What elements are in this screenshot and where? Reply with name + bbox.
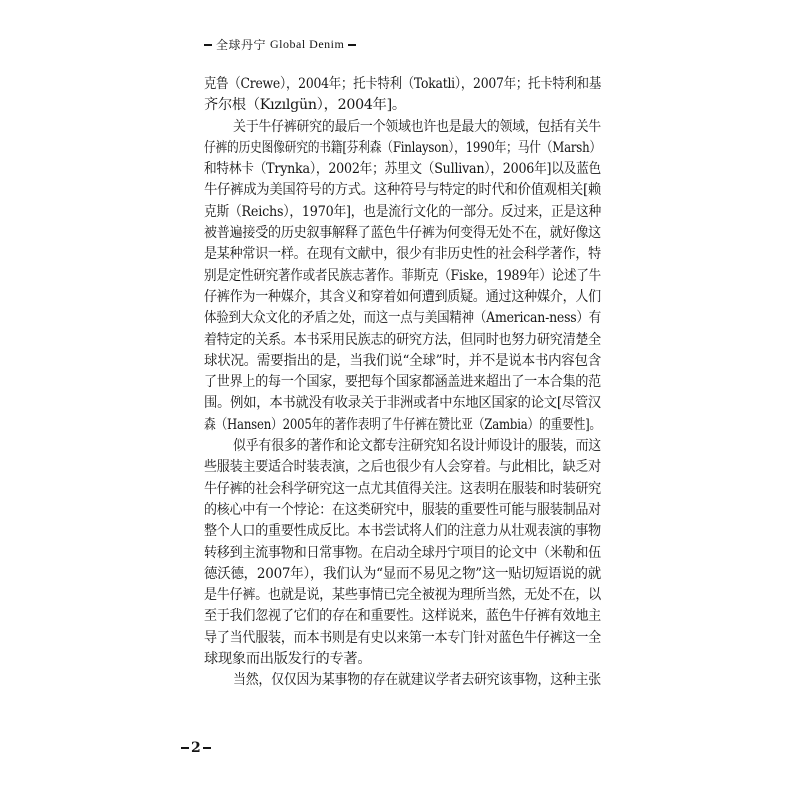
text-line: 导了当代服装，而本书则是有史以来第一本专门针对蓝色牛仔裤这一全 [204, 629, 601, 646]
header-dash [348, 44, 356, 46]
header-dash [204, 44, 212, 46]
text-line: 仔裤的历史图像研究的书籍[芬利森（Finlayson），1990年；马什（Marsh） [204, 139, 601, 156]
text-line: 着特定的关系。本书采用民族志的研究方法，但同时也努力研究清楚全 [204, 331, 601, 348]
header-title-chinese: 全球丹宁 [216, 38, 267, 52]
text-line: 牛仔裤的社会科学研究这一点尤其值得关注。这表明在服装和时装研究 [204, 480, 601, 497]
text-line: 克鲁（Crewe），2004年；托卡特利（Tokatli），2007年；托卡特利和基 [204, 76, 601, 92]
text-line: 似乎有很多的著作和论文都专注研究知名设计师设计的服装，而这 [233, 438, 601, 455]
text-line: 至于我们忽视了它们的存在和重要性。这样说来，蓝色牛仔裤有效地主 [204, 608, 601, 625]
text-line: 体验到大众文化的矛盾之处，而这一点与美国精神（American-ness）有 [204, 310, 602, 327]
running-header [204, 36, 356, 53]
text-line: 被普遍接受的历史叙事解释了蓝色牛仔裤为何变得无处不在，就好像这 [204, 225, 601, 242]
page-number [181, 740, 211, 756]
text-line: 齐尔根（Kızılgün），2004年]。 [204, 97, 406, 114]
folio-dash [181, 747, 189, 749]
text-line: 克斯（Reichs），1970年]，也是流行文化的一部分。反过来，正是这种 [204, 203, 602, 220]
text-line: 围。例如，本书就没有收录关于非洲或者中东地区国家的论文[尽管汉 [204, 395, 602, 412]
header-title-english: Global Denim [270, 37, 345, 51]
text-line: 德沃德，2007年），我们认为“显而不易见之物”这一贴切短语说的就 [204, 565, 601, 582]
text-line: 的核心中有一个悖论：在这类研究中，服装的重要性可能与服装制品对 [204, 501, 601, 518]
text-line: 转移到主流事物和日常事物。在启动全球丹宁项目的论文中（米勒和伍 [204, 544, 601, 561]
text-line: 是牛仔裤。也就是说，某些事情已完全被视为理所当然，无处不在，以 [204, 587, 601, 604]
folio-dash [203, 747, 211, 749]
text-line: 球现象而出版发行的专著。 [204, 651, 372, 668]
body-text [204, 74, 601, 692]
page-number-value: 2 [191, 740, 201, 756]
text-line: 当然，仅仅因为某事物的存在就建议学者去研究该事物，这种主张 [233, 672, 601, 689]
text-line: 仔裤作为一种媒介，其含义和穿着如何遭到质疑。通过这种媒介，人们 [204, 288, 601, 305]
text-line: 是某种常识一样。在现有文献中，很少有非历史性的社会科学著作，特 [204, 246, 601, 263]
text-line: 牛仔裤成为美国符号的方式。这种符号与特定的时代和价值观相关[赖 [204, 182, 602, 199]
text-line: 球状况。需要指出的是，当我们说“全球”时，并不是说本书内容包含 [204, 352, 602, 369]
text-line: 整个人口的重要性成反比。本书尝试将人们的注意力从壮观表演的事物 [204, 523, 601, 540]
text-line: 森（Hansen）2005年的著作表明了牛仔裤在赞比亚（Zambia）的重要性]。 [204, 416, 602, 433]
text-line: 些服装主要适合时装表演，之后也很少有人会穿着。与此相比，缺乏对 [204, 459, 601, 476]
text-line: 和特林卡（Trynka），2002年；苏里文（Sullivan），2006年]以及蓝色 [204, 161, 601, 178]
text-line: 别是定性研究著作或者民族志著作。菲斯克（Fiske，1989年）论述了牛 [204, 267, 601, 284]
text-line: 了世界上的每一个国家，要把每个国家都涵盖进来超出了一本合集的范 [204, 374, 601, 391]
text-line: 关于牛仔裤研究的最后一个领域也许也是最大的领域，包括有关牛 [233, 118, 601, 135]
